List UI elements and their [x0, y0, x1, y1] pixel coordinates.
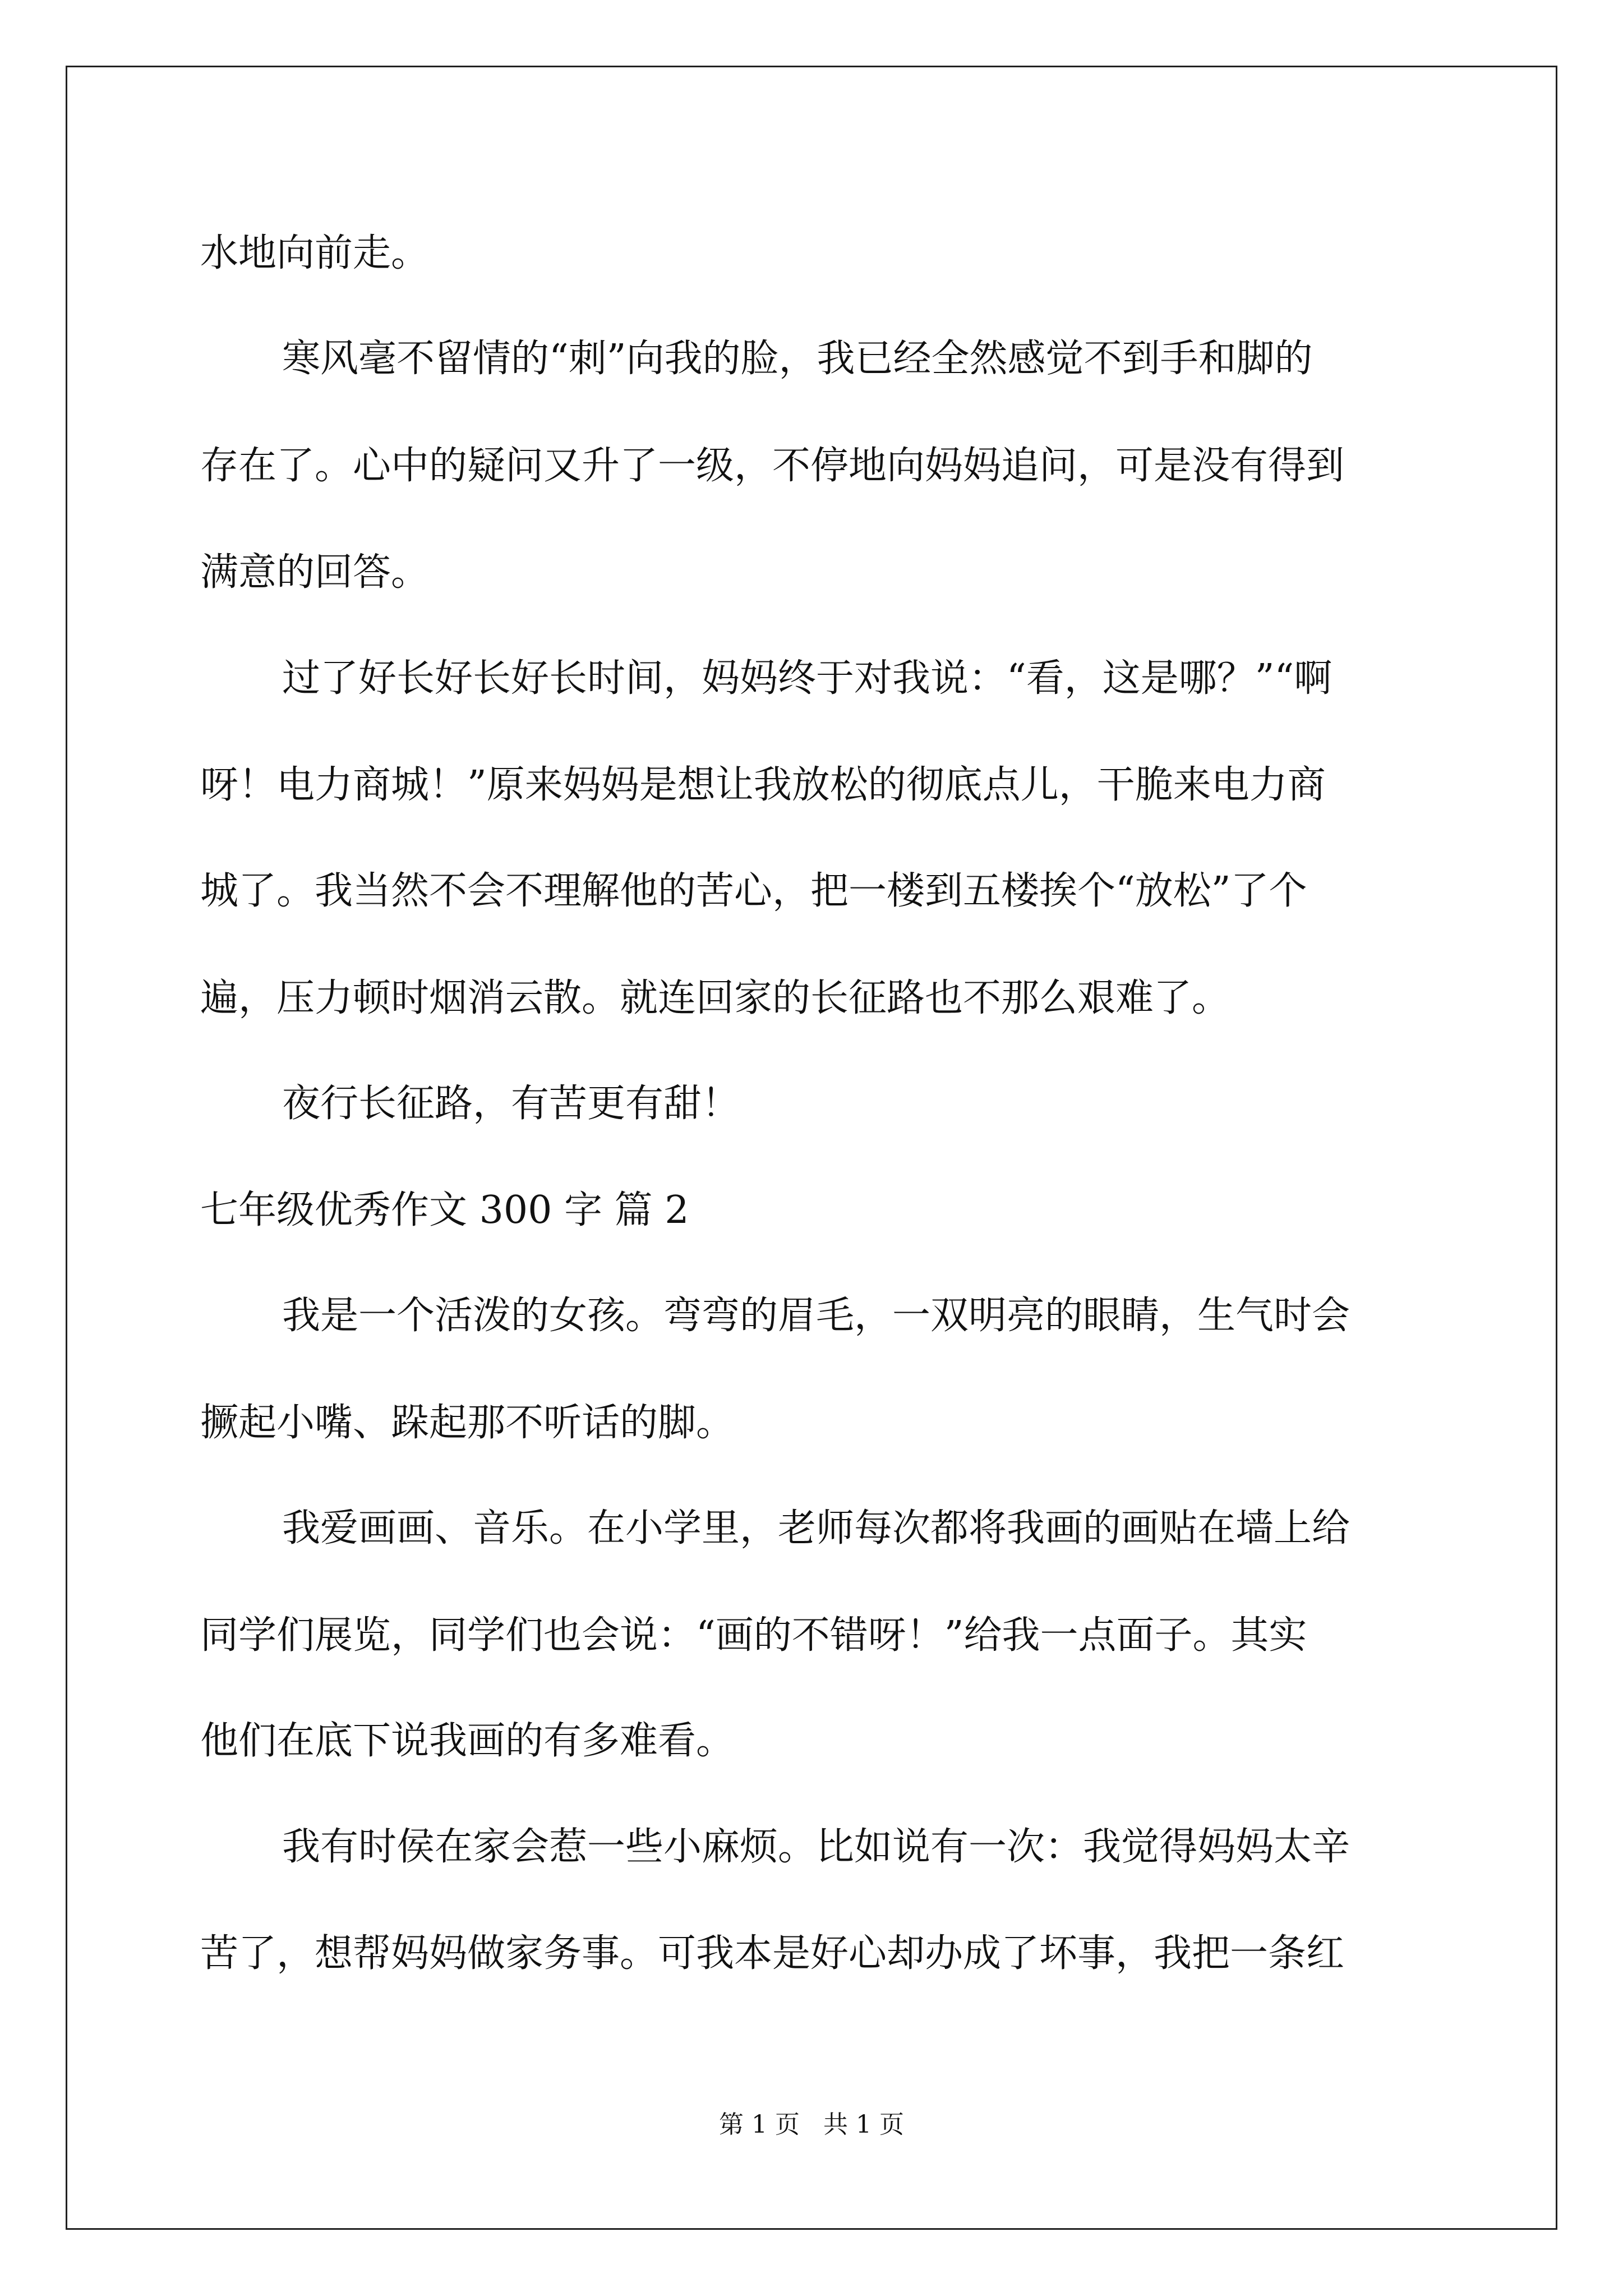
paragraph-start-line: 夜行长征路，有苦更有甜！ — [282, 1082, 740, 1126]
text-line: 水地向前走。 — [200, 231, 430, 275]
text-line: 遍，压力顿时烟消云散。就连回家的长征路也不那么艰难了。 — [200, 976, 1230, 1020]
text-line: 呀！电力商城！”原来妈妈是想让我放松的彻底点儿，干脆来电力商 — [200, 763, 1326, 807]
text-line: 他们在底下说我画的有多难看。 — [200, 1719, 735, 1763]
text-line: 苦了，想帮妈妈做家务事。可我本是好心却办成了坏事，我把一条红 — [200, 1931, 1345, 1976]
text-line: 撅起小嘴、跺起那不听话的脚。 — [200, 1401, 735, 1445]
text-line: 城了。我当然不会不理解他的苦心，把一楼到五楼挨个“放松”了个 — [200, 869, 1307, 913]
page-number-footer: 第 1 页 共 1 页 — [719, 2110, 904, 2139]
paragraph-start-line: 寒风毫不留情的“刺”向我的脸，我已经全然感觉不到手和脚的 — [282, 337, 1313, 381]
paragraph-start-line: 过了好长好长好长时间，妈妈终于对我说：“看，这是哪？”“啊 — [282, 656, 1332, 701]
text-line: 满意的回答。 — [200, 550, 430, 595]
paragraph-start-line: 我爱画画、音乐。在小学里，老师每次都将我画的画贴在墙上给 — [282, 1506, 1350, 1550]
page-frame — [66, 66, 1557, 2230]
paragraph-start-line: 我有时侯在家会惹一些小麻烦。比如说有一次：我觉得妈妈太辛 — [282, 1825, 1350, 1869]
text-line: 同学们展览，同学们也会说：“画的不错呀！”给我一点面子。其实 — [200, 1613, 1307, 1658]
section-heading: 七年级优秀作文 300 字 篇 2 — [200, 1188, 689, 1232]
text-line: 存在了。心中的疑问又升了一级，不停地向妈妈追问，可是没有得到 — [200, 444, 1345, 488]
paragraph-start-line: 我是一个活泼的女孩。弯弯的眉毛，一双明亮的眼睛，生气时会 — [282, 1294, 1350, 1338]
